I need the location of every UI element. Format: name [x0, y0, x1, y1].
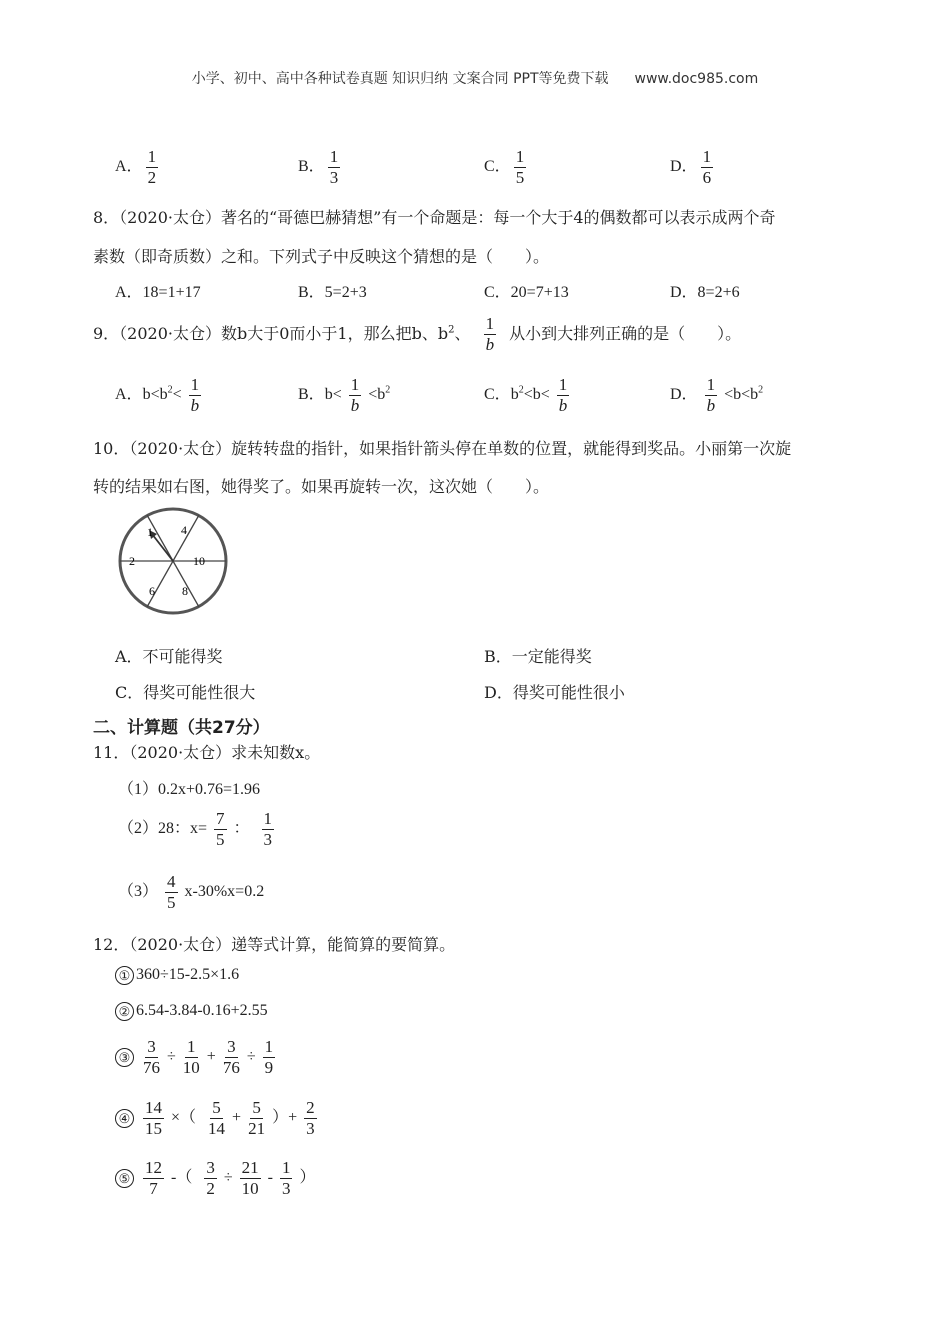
- spinner-number: 8: [182, 584, 188, 598]
- circled-number: ③: [115, 1048, 134, 1067]
- fraction: $\frac{5}{21}$: [248, 1098, 266, 1138]
- fraction: $\frac{1}{3}$: [263, 809, 273, 849]
- q9-option-b[interactable]: B．b< $\frac{1}{b}$ $<b^2$: [298, 375, 391, 415]
- fraction: $\frac{1}{3}$: [281, 1158, 291, 1198]
- q8-option-b[interactable]: B．5=2+3: [298, 284, 367, 301]
- q10-stem-line2: 转的结果如右图，她得奖了。如果再旋转一次，这次她（ ）。: [93, 477, 550, 496]
- fraction: $\frac{12}{7}$: [145, 1158, 162, 1198]
- spinner-number: 10: [193, 554, 205, 568]
- q9-option-a[interactable]: A．$b<b^2<$ $\frac{1}{b}$: [115, 375, 200, 415]
- q11-part1: （1）0.2x+0.76=1.96: [118, 781, 261, 798]
- q8-option-a[interactable]: A．18=1+17: [115, 284, 201, 301]
- circled-number: ④: [115, 1109, 134, 1128]
- header-text: 小学、初中、高中各种试卷真题 知识归纳 文案合同 PPT等免费下载: [191, 71, 609, 87]
- fraction: $\frac{1}{b}$: [558, 375, 568, 415]
- q11-part2: （2）28：x= $\frac{7}{5}$ ： $\frac{1}{3}$: [118, 809, 273, 849]
- fraction: $\frac{1}{10}$: [182, 1037, 200, 1077]
- fraction: $\frac{2}{3}$: [306, 1098, 315, 1138]
- fraction: $\frac{3}{2}$: [206, 1158, 215, 1198]
- fraction: $\frac{3}{76}$: [143, 1037, 160, 1077]
- fraction: $\frac{1}{3}$: [329, 147, 339, 187]
- q9-option-c[interactable]: C．$b^2<b<$ $\frac{1}{b}$: [484, 375, 568, 415]
- circled-number: ②: [115, 1002, 134, 1021]
- q12-expr-1: ① 360÷15-2.5×1.6: [115, 966, 239, 985]
- q7-option-a[interactable]: A． $\frac{1}{2}$: [115, 147, 157, 187]
- fraction: $\frac{3}{76}$: [222, 1037, 240, 1077]
- q8-stem-line2: 素数（即奇质数）之和。下列式子中反映这个猜想的是（ ）。: [93, 247, 550, 266]
- spinner-diagram: [115, 505, 235, 615]
- fraction: $\frac{1}{b}$: [190, 375, 200, 415]
- fraction: $\frac{1}{5}$: [515, 147, 525, 187]
- q10-option-d[interactable]: D．得奖可能性很小: [484, 683, 625, 702]
- circled-number: ⑤: [115, 1169, 134, 1188]
- fraction: $\frac{4}{5}$: [167, 872, 176, 912]
- q12-expr-3: ③ $\frac{3}{76}$ ÷ $\frac{1}{10}$ + $\frac{3}{76}$ ÷ $\frac{1}{9}$: [115, 1038, 278, 1077]
- fraction: $\frac{1}{b}$: [350, 375, 360, 415]
- q8-stem-line1: 8．（2020·太仓）著名的“哥德巴赫猜想”有一个命题是：每一个大于4的偶数都可以表示成两个奇: [93, 208, 776, 227]
- q12-expr-2: ② 6.54-3.84-0.16+2.55: [115, 1002, 268, 1021]
- spinner-number: 4: [181, 523, 187, 537]
- circled-number: ①: [115, 966, 134, 985]
- fraction: $\frac{14}{15}$: [145, 1098, 162, 1138]
- fraction: $\frac{21}{10}$: [241, 1158, 259, 1198]
- fraction: $\frac{1}{2}$: [147, 147, 157, 187]
- section-title: 二、计算题（共27分）: [93, 718, 270, 738]
- q7-option-c[interactable]: C． $\frac{1}{5}$: [484, 147, 525, 187]
- fraction: $\frac{7}{5}$: [216, 809, 225, 849]
- q10-stem-line1: 10．（2020·太仓）旋转转盘的指针，如果指针箭头停在单数的位置，就能得到奖品。小丽第一次旋: [93, 439, 792, 458]
- q10-option-c[interactable]: C．得奖可能性很大: [115, 683, 256, 702]
- fraction: $\frac{1}{9}$: [264, 1037, 274, 1077]
- q9-stem: 9．（2020·太仓）数b大于0而小于1，那么把b、$b^2$、 $\frac{1}{b}$ 从小到大排列正确的是（ ）。: [93, 314, 742, 354]
- q7-option-d[interactable]: D． $\frac{1}{6}$: [670, 147, 712, 187]
- q12-stem: 12．（2020·太仓）递等式计算，能简算的要简算。: [93, 935, 456, 954]
- q10-option-a[interactable]: A．不可能得奖: [115, 647, 223, 666]
- fraction: $\frac{5}{14}$: [208, 1098, 226, 1138]
- q12-expr-4: ④ $\frac{14}{15}$ ×（ $\frac{5}{14}$ + $\frac{5}{21}$ ）+ $\frac{2}{3}$: [115, 1099, 320, 1138]
- page-header: [0, 68, 950, 88]
- fraction: $\frac{1}{6}$: [702, 147, 712, 187]
- q10-option-b[interactable]: B．一定能得奖: [484, 647, 592, 666]
- header-url: www.doc985.com: [634, 71, 759, 87]
- spinner-number: 1: [147, 525, 153, 539]
- q8-option-c[interactable]: C．20=7+13: [484, 284, 569, 301]
- q12-expr-5: ⑤ $\frac{12}{7}$ -（ $\frac{3}{2}$ ÷ $\frac{21}{10}$ - $\frac{1}{3}$ ）: [115, 1159, 315, 1198]
- fraction: $\frac{1}{b}$: [485, 314, 495, 354]
- q8-option-d[interactable]: D．8=2+6: [670, 284, 740, 301]
- q11-stem: 11．（2020·太仓）求未知数x。: [93, 743, 321, 762]
- q11-part3: （3） $\frac{4}{5}$ x-30%x=0.2: [118, 872, 265, 912]
- spinner-pointer: [152, 534, 173, 561]
- spinner-number: 6: [149, 584, 155, 598]
- q7-option-b[interactable]: B． $\frac{1}{3}$: [298, 147, 339, 187]
- q9-option-d[interactable]: D． $\frac{1}{b}$ $<b<b^2$: [670, 375, 764, 415]
- fraction: $\frac{1}{b}$: [706, 375, 716, 415]
- spinner-number: 2: [129, 554, 135, 568]
